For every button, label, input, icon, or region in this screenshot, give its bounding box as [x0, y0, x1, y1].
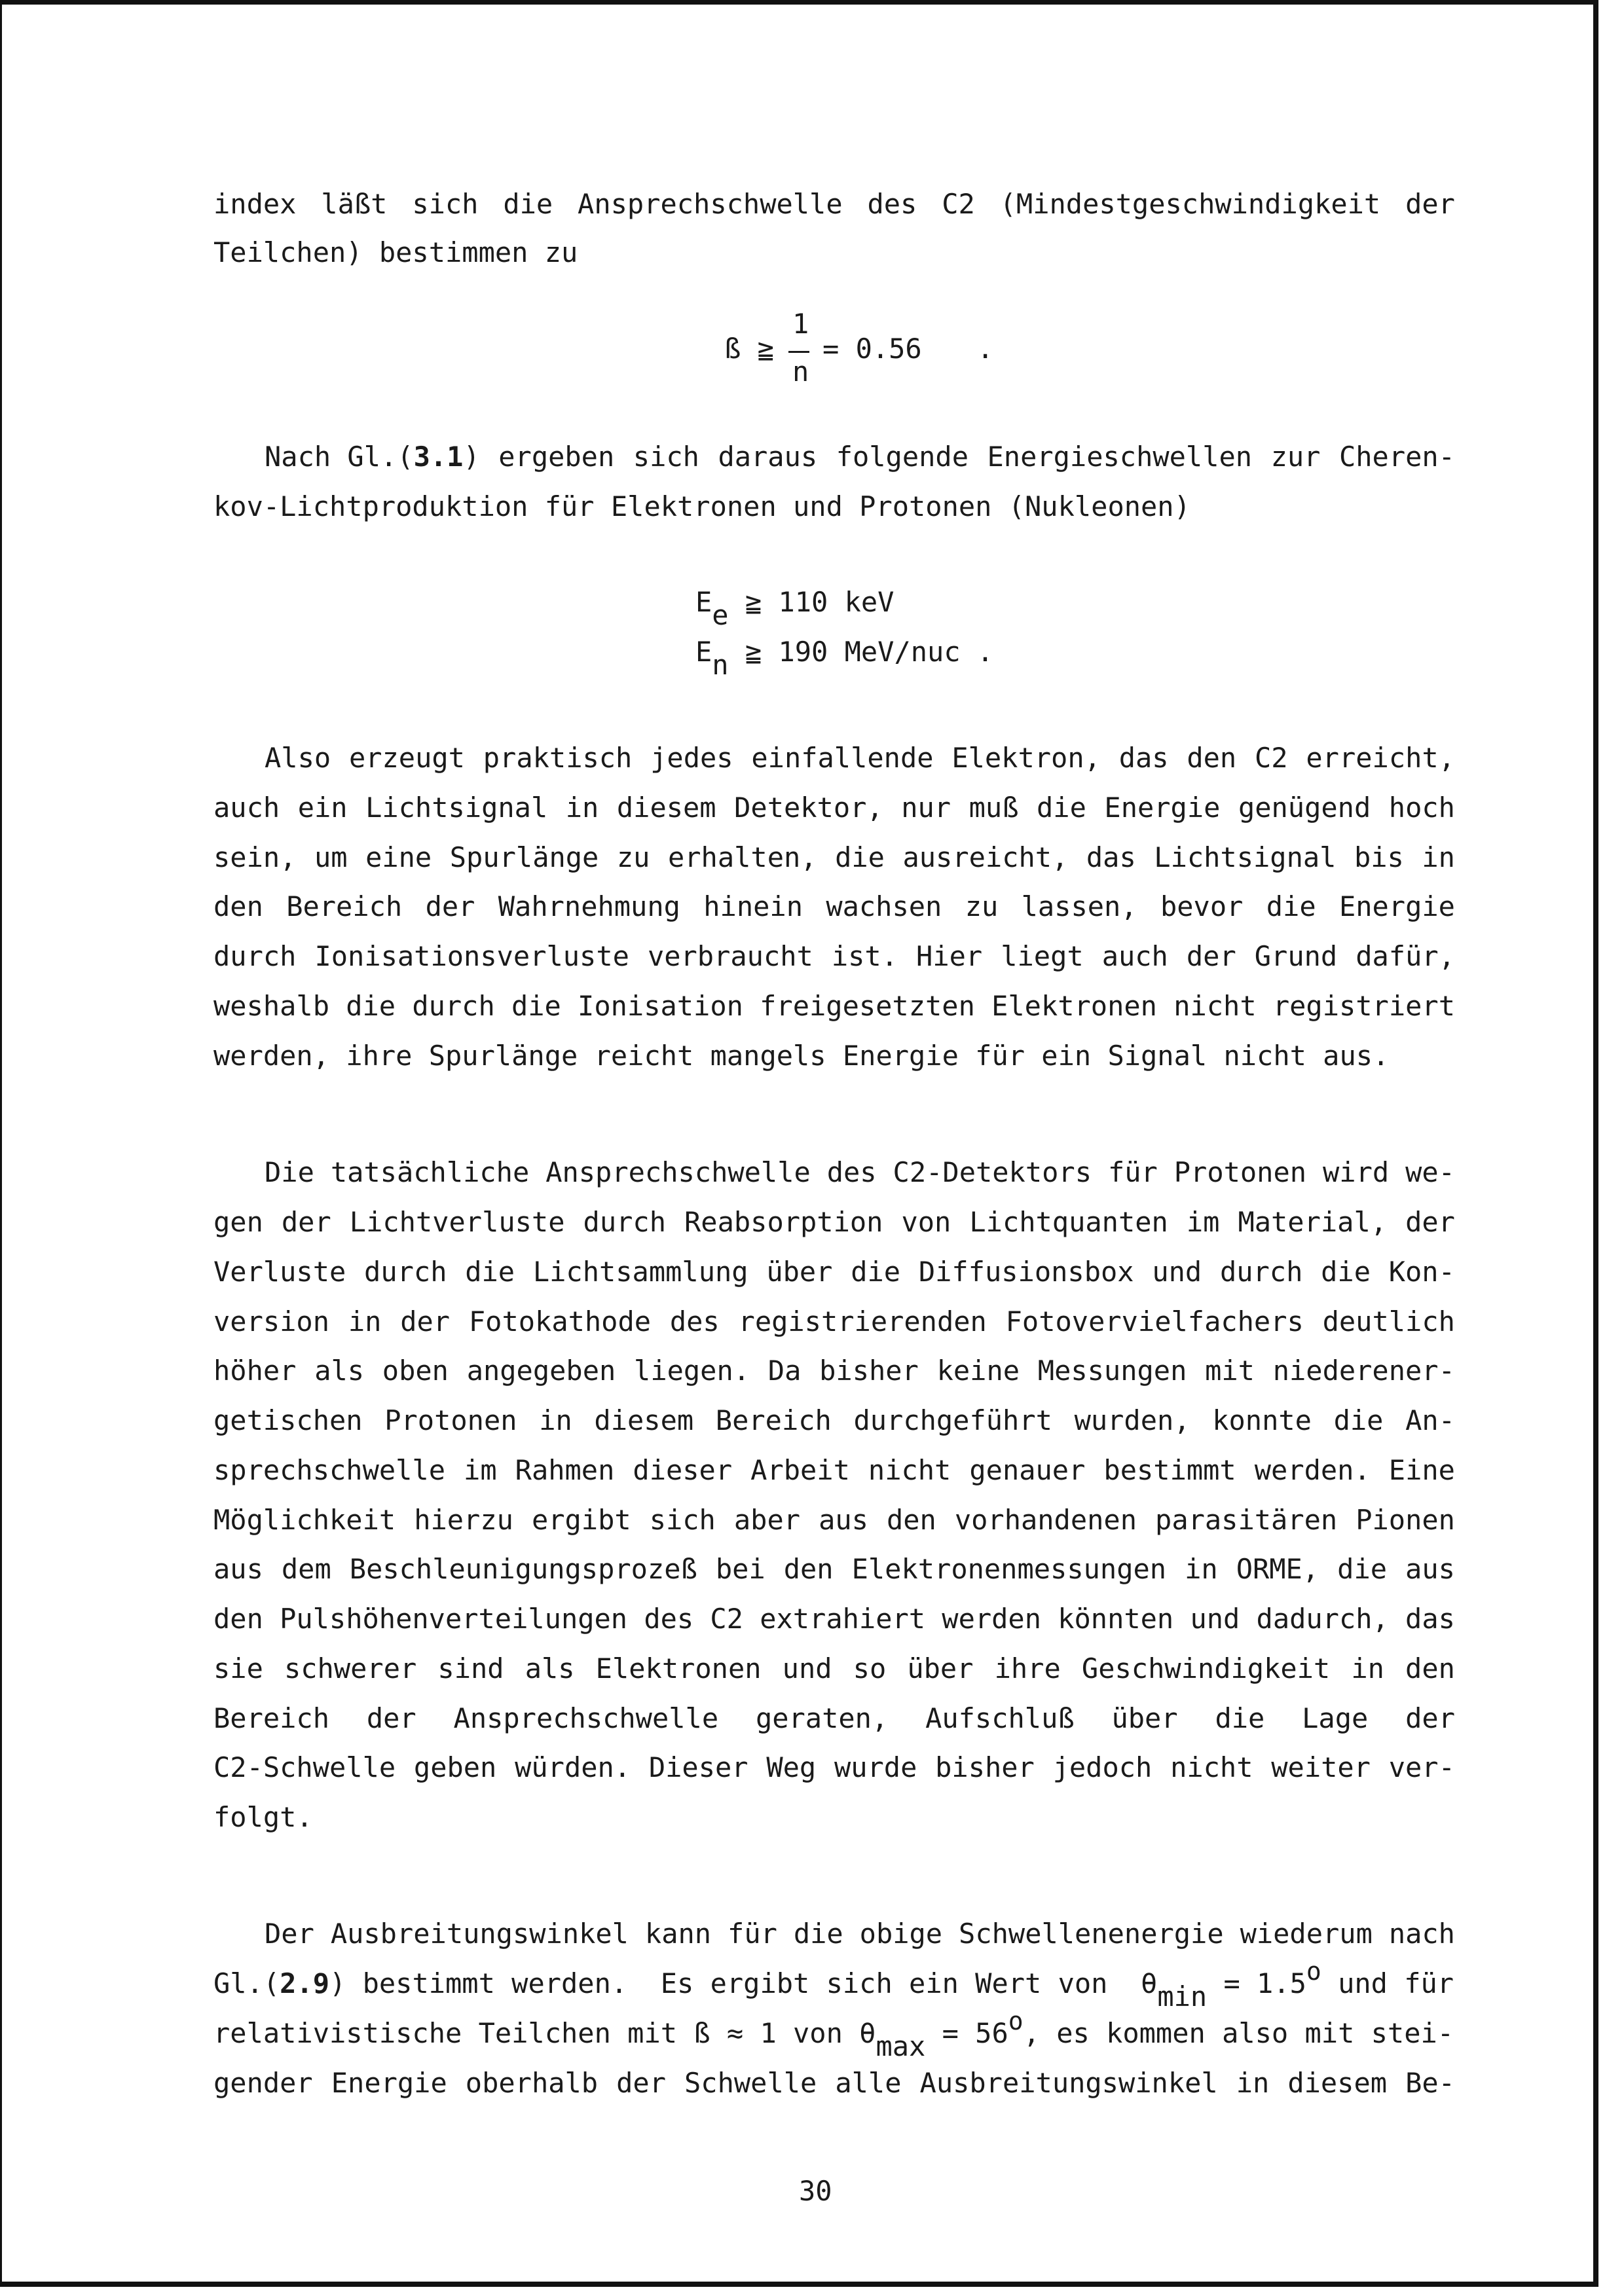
para-threshold-line-6 — [213, 1400, 1455, 1442]
para-energy-line-1: Nach Gl.(3.1) ergeben sich daraus folgende Energieschwellen zur Cheren- — [213, 436, 1455, 478]
theta-subscript-max: max — [876, 2030, 926, 2062]
word: und — [1190, 1603, 1240, 1635]
word: Elektron, — [951, 742, 1101, 774]
word: Die — [265, 1156, 314, 1188]
word: Lage — [1302, 1702, 1369, 1734]
word: so — [853, 1652, 887, 1685]
word: läßt — [321, 188, 388, 220]
para-angle-line-2 — [213, 1957, 1455, 2013]
word: Fotovervielfachers — [1005, 1305, 1304, 1338]
word: Cheren- — [1338, 441, 1455, 473]
word: Beschleunigungsprozeß — [349, 1553, 697, 1585]
word: hoch — [1388, 792, 1455, 824]
word: des — [867, 188, 917, 220]
word: bisher — [819, 1355, 919, 1387]
fraction-bar — [788, 351, 809, 353]
word: ORME, — [1236, 1553, 1320, 1585]
word: Kon- — [1388, 1256, 1455, 1288]
para-threshold-line-7 — [213, 1449, 1455, 1491]
word: des — [669, 1305, 720, 1338]
word: könnten — [1058, 1603, 1174, 1635]
word: Energie — [331, 2067, 447, 2099]
para-threshold-line-13 — [213, 1747, 1455, 1789]
word: Be- — [1405, 2067, 1455, 2099]
word: die — [1337, 1553, 1388, 1585]
word: die — [851, 1256, 901, 1288]
word: die — [511, 990, 561, 1022]
word: diesem — [1287, 2067, 1388, 2099]
word: in — [348, 1305, 382, 1338]
word: sich — [649, 1504, 716, 1536]
word: Lichtsammlung — [532, 1256, 748, 1288]
word: alle — [835, 2067, 902, 2099]
word: obige — [859, 1918, 943, 1950]
equation-beta — [724, 308, 999, 393]
para-also-line-5 — [213, 936, 1455, 977]
word: Arbeit — [750, 1454, 850, 1486]
word: Der — [265, 1918, 314, 1950]
word: Aufschluß — [925, 1702, 1075, 1734]
equation-energy-nucleon — [695, 632, 994, 681]
word: durch — [213, 940, 297, 972]
word: um — [314, 841, 348, 873]
word: durch — [364, 1256, 447, 1288]
word: geben — [413, 1751, 497, 1783]
word: als — [314, 1355, 365, 1387]
para-threshold-line-1 — [265, 1152, 1455, 1194]
word: ist. — [831, 940, 898, 972]
word: Ausbreitungswinkel — [330, 1918, 629, 1950]
word: ein — [297, 792, 348, 824]
word: C2 — [1255, 742, 1288, 774]
word: in — [539, 1404, 572, 1436]
word: den — [1405, 1652, 1455, 1685]
word: erhalten, — [667, 841, 817, 873]
word: weshalb — [213, 990, 330, 1022]
word: ver- — [1388, 1751, 1455, 1783]
para-angle-line-1 — [265, 1913, 1455, 1955]
word: Diffusionsbox — [918, 1256, 1134, 1288]
word: der — [1405, 1702, 1455, 1734]
word: Pulshöhenverteilungen — [280, 1603, 628, 1635]
para-energy-line-2: kov-Lichtproduktion für Elektronen und Protonen (Nukleonen) — [213, 490, 1190, 522]
para-also-line-7: werden, ihre Spurlänge reicht mangels Energie für ein Signal nicht aus. — [213, 1040, 1390, 1072]
word: der — [1405, 188, 1455, 220]
word: die — [346, 990, 396, 1022]
word: Bereich — [213, 1702, 330, 1734]
equation-reference: 3.1 — [413, 441, 464, 473]
word: in — [1236, 2067, 1270, 2099]
word: Detektor, — [734, 792, 883, 824]
word: dieser — [633, 1454, 733, 1486]
word: sind — [437, 1652, 504, 1685]
word: die — [793, 1918, 843, 1950]
word: Geschwindigkeit — [1081, 1652, 1331, 1685]
equation-reference: 2.9 — [280, 1967, 330, 1999]
word: Da — [767, 1355, 802, 1387]
word: die — [835, 841, 885, 873]
energy-subscript: e — [712, 599, 729, 631]
word: wurde — [834, 1751, 917, 1783]
theta-max-value: = 56 — [925, 2017, 1008, 2049]
word: wurden, — [1074, 1404, 1190, 1436]
word: verbraucht — [647, 940, 813, 972]
para-threshold-line-12 — [213, 1698, 1455, 1740]
equation-beta-end: . — [977, 333, 994, 365]
energy-symbol: E — [695, 636, 712, 668]
word: Rahmen — [515, 1454, 615, 1486]
word: hinein — [703, 890, 803, 922]
para-threshold-line-3 — [213, 1251, 1455, 1293]
word: Möglichkeit — [213, 1504, 396, 1536]
word: zu — [616, 841, 650, 873]
word: die — [1215, 1702, 1265, 1734]
word: parasitären — [1155, 1504, 1338, 1536]
word: Verluste — [213, 1256, 346, 1288]
word: genauer — [969, 1454, 1086, 1486]
word: Ansprechschwelle — [578, 188, 843, 220]
page-number: 30 — [799, 2175, 832, 2207]
word: daraus — [718, 441, 818, 473]
word: die — [503, 188, 553, 220]
word: für — [1107, 1156, 1158, 1188]
word: Weg — [766, 1751, 817, 1783]
word: nicht — [1170, 1751, 1253, 1783]
word: für — [728, 1918, 777, 1950]
word: über — [766, 1256, 833, 1288]
word: nicht — [1173, 990, 1257, 1022]
word: erreicht, — [1306, 742, 1455, 774]
equation-beta-rhs: = 0.56 — [822, 333, 922, 365]
word: Elektronenmessungen — [851, 1553, 1167, 1585]
para-threshold-line-5 — [213, 1350, 1455, 1392]
word: gender — [213, 2067, 313, 2099]
word: aus — [819, 1504, 868, 1536]
word: registrierenden — [738, 1305, 987, 1338]
word: der — [1405, 1206, 1455, 1238]
word: durchgeführt — [853, 1404, 1052, 1436]
word: Energie — [1104, 792, 1221, 824]
word: Also — [265, 742, 331, 774]
para-threshold-line-11 — [213, 1648, 1455, 1690]
word: keine — [936, 1355, 1020, 1387]
word: Energie — [1338, 890, 1455, 922]
word: kann — [644, 1918, 712, 1950]
text: relativistische Teilchen mit ß ≈ 1 von θ — [213, 2017, 876, 2049]
word: das — [1405, 1603, 1455, 1635]
word: durch — [583, 1206, 666, 1238]
para-also-line-4 — [213, 886, 1455, 928]
word: durch — [412, 990, 495, 1022]
word: geraten, — [755, 1702, 889, 1734]
word: gen — [213, 1206, 263, 1238]
word: aber — [733, 1504, 801, 1536]
word: und — [1152, 1256, 1202, 1288]
word: wachsen — [826, 890, 942, 922]
word: Lichtsignal — [365, 792, 548, 824]
word: von — [901, 1206, 951, 1238]
word: den — [213, 1603, 263, 1635]
word: über — [907, 1652, 974, 1685]
word: erzeugt — [348, 742, 465, 774]
theta-subscript-min: min — [1157, 1980, 1208, 2013]
word: bestimmt — [1103, 1454, 1236, 1486]
word: zur — [1270, 441, 1321, 473]
word: Elektronen — [595, 1652, 762, 1685]
word: C2 — [942, 188, 975, 220]
word: Messungen — [1037, 1355, 1187, 1387]
word: oberhalb — [465, 2067, 599, 2099]
word: Fotokathode — [468, 1305, 652, 1338]
word: dafür, — [1356, 940, 1455, 972]
word: Hier — [916, 940, 983, 972]
intro-line-1 — [213, 183, 1455, 225]
text: und für — [1321, 1967, 1454, 1999]
word: getischen — [213, 1404, 363, 1436]
intro-line-2: Teilchen) bestimmen zu — [213, 236, 578, 268]
word: über — [1111, 1702, 1178, 1734]
energy-symbol: E — [695, 586, 712, 618]
word: Material, — [1238, 1206, 1388, 1238]
word: des — [826, 1156, 877, 1188]
word: sein, — [213, 841, 297, 873]
para-threshold-line-2 — [213, 1201, 1455, 1243]
word: Ansprechschwelle — [545, 1156, 811, 1188]
word: auch — [1101, 940, 1168, 972]
word: diesem — [616, 792, 716, 824]
word: (Mindestgeschwindigkeit — [999, 188, 1381, 220]
word: sich — [412, 188, 479, 220]
word: C2-Schwelle — [213, 1751, 396, 1783]
word: praktisch — [483, 742, 633, 774]
equation-energy-electron — [695, 583, 895, 631]
degree-superscript: o — [1008, 2007, 1024, 2035]
word: angegeben — [466, 1355, 616, 1387]
word: im — [464, 1454, 497, 1486]
para-angle-line-3 — [213, 2007, 1455, 2062]
word: sie — [213, 1652, 263, 1685]
word: höher — [213, 1355, 297, 1387]
para-threshold-line-4 — [213, 1301, 1455, 1343]
word: diesem — [594, 1404, 694, 1436]
word: Lichtquanten — [969, 1206, 1168, 1238]
energy-subscript: n — [712, 649, 729, 681]
word: der — [425, 890, 475, 922]
para-threshold-line-8 — [213, 1499, 1455, 1541]
text: Gl.( — [213, 1967, 280, 1999]
word: ausreicht, — [902, 841, 1069, 873]
word: den — [1187, 742, 1237, 774]
word: folgende — [836, 441, 969, 473]
word: Ansprechschwelle — [453, 1702, 719, 1734]
word: Ionisation — [578, 990, 743, 1022]
word: ihre — [994, 1652, 1061, 1685]
word: nur — [901, 792, 951, 824]
para-threshold-line-14: folgt. — [213, 1801, 313, 1833]
word: sprechschwelle — [213, 1454, 446, 1486]
equation-beta-lhs: ß ≧ — [724, 333, 774, 365]
word: niederener- — [1272, 1355, 1455, 1387]
para-threshold-line-9 — [213, 1548, 1455, 1590]
word: nicht — [868, 1454, 951, 1486]
word: mit — [1205, 1355, 1255, 1387]
word: auch — [213, 792, 280, 824]
word: die — [1321, 1256, 1371, 1288]
word: und — [782, 1652, 832, 1685]
para-energy-prefix: Nach Gl.( — [265, 441, 414, 473]
word: dadurch, — [1256, 1603, 1389, 1635]
word: Elektronen — [991, 990, 1157, 1022]
word: Spurlänge — [449, 841, 599, 873]
word: den — [783, 1553, 834, 1585]
para-also-line-6 — [213, 985, 1455, 1027]
word: Schwelle — [684, 2067, 817, 2099]
word: als — [525, 1652, 575, 1685]
word: wiederum — [1240, 1918, 1373, 1950]
word: der — [281, 1206, 331, 1238]
word: eine — [365, 841, 432, 873]
word: der — [366, 1702, 416, 1734]
word: das — [1118, 742, 1169, 774]
word: bisher — [935, 1751, 1035, 1783]
word: genügend — [1238, 792, 1371, 824]
word: bei — [715, 1553, 766, 1585]
word: Lichtsignal — [1154, 841, 1337, 873]
para-also-line-2 — [213, 787, 1455, 829]
equation-beta-denominator: n — [792, 355, 809, 388]
word: in — [1185, 1553, 1218, 1585]
word: im — [1186, 1206, 1220, 1238]
word: die — [1333, 1404, 1384, 1436]
word: durch — [1219, 1256, 1303, 1288]
energy-value: ≧ 190 MeV/nuc . — [745, 636, 994, 668]
word: sich — [633, 441, 699, 473]
word: ergibt — [531, 1504, 631, 1536]
word: extrahiert — [760, 1603, 926, 1635]
degree-superscript: o — [1306, 1957, 1321, 1986]
word: in — [1351, 1652, 1384, 1685]
para-threshold-line-10 — [213, 1598, 1455, 1640]
word: registriert — [1272, 990, 1455, 1022]
word: den — [886, 1504, 936, 1536]
word: Bereich — [715, 1404, 832, 1436]
word: C2 — [710, 1603, 743, 1635]
word: die — [1037, 792, 1086, 824]
word: weiter — [1271, 1751, 1371, 1783]
word: Energieschwellen — [987, 441, 1253, 473]
word: aus — [213, 1553, 263, 1585]
para-also-line-1 — [265, 737, 1455, 779]
word: jedes — [650, 742, 733, 774]
word: dem — [281, 1553, 331, 1585]
word: Pionen — [1356, 1504, 1455, 1536]
word: der — [1186, 940, 1236, 972]
word: die — [465, 1256, 515, 1288]
word: bis — [1354, 841, 1404, 873]
word: jedoch — [1052, 1751, 1153, 1783]
word: lassen, — [1021, 890, 1137, 922]
word: einfallende — [751, 742, 934, 774]
equation-beta-numerator: 1 — [792, 308, 809, 340]
word: liegt — [1001, 940, 1084, 972]
word: des — [644, 1603, 694, 1635]
energy-value: ≧ 110 keV — [745, 586, 895, 618]
word: deutlich — [1322, 1305, 1455, 1338]
para-also-line-3 — [213, 837, 1455, 879]
word: in — [1422, 841, 1455, 873]
word: werden. — [1254, 1454, 1371, 1486]
word: C2-Detektors — [893, 1156, 1092, 1188]
word: der — [616, 2067, 666, 2099]
word: zu — [965, 890, 999, 922]
text: ) bestimmt werden. Es ergibt sich ein Wert von θ — [329, 1967, 1158, 1999]
word: Eine — [1388, 1454, 1455, 1486]
word: schwerer — [284, 1652, 417, 1685]
word: Wahrnehmung — [498, 890, 680, 922]
word: muß — [969, 792, 1019, 824]
word: Schwellenenergie — [959, 1918, 1224, 1950]
word: die — [1266, 890, 1316, 922]
word: oben — [382, 1355, 449, 1387]
para-angle-line-4 — [213, 2062, 1455, 2104]
word: in — [565, 792, 599, 824]
word: Reabsorption — [684, 1206, 883, 1238]
word: An- — [1405, 1404, 1455, 1436]
word: konnte — [1212, 1404, 1312, 1436]
word: tatsächliche — [330, 1156, 530, 1188]
word: Lichtverluste — [349, 1206, 565, 1238]
word: Protonen — [384, 1404, 517, 1436]
theta-min-value: = 1.5 — [1207, 1967, 1306, 1999]
word: Protonen — [1173, 1156, 1307, 1188]
word: Dieser — [648, 1751, 748, 1783]
word: hierzu — [414, 1504, 513, 1536]
word: wird — [1323, 1156, 1390, 1188]
word: Bereich — [286, 890, 403, 922]
word: nach — [1388, 1918, 1455, 1950]
word: bevor — [1160, 890, 1244, 922]
word: werden — [942, 1603, 1041, 1635]
word: vorhandenen — [954, 1504, 1137, 1536]
word: we- — [1405, 1156, 1455, 1188]
word: Grund — [1254, 940, 1338, 972]
word: das — [1086, 841, 1136, 873]
word: der — [400, 1305, 451, 1338]
word: freigesetzten — [760, 990, 975, 1022]
word: ergeben — [498, 441, 615, 473]
text: , es kommen also mit stei- — [1023, 2017, 1454, 2049]
word: Ionisationsverluste — [314, 940, 629, 972]
word: würden. — [515, 1751, 631, 1783]
word: den — [213, 890, 263, 922]
word: Ausbreitungswinkel — [919, 2067, 1218, 2099]
word: aus — [1405, 1553, 1455, 1585]
word: liegen. — [634, 1355, 750, 1387]
word: version — [213, 1305, 330, 1338]
word: index — [213, 188, 297, 220]
